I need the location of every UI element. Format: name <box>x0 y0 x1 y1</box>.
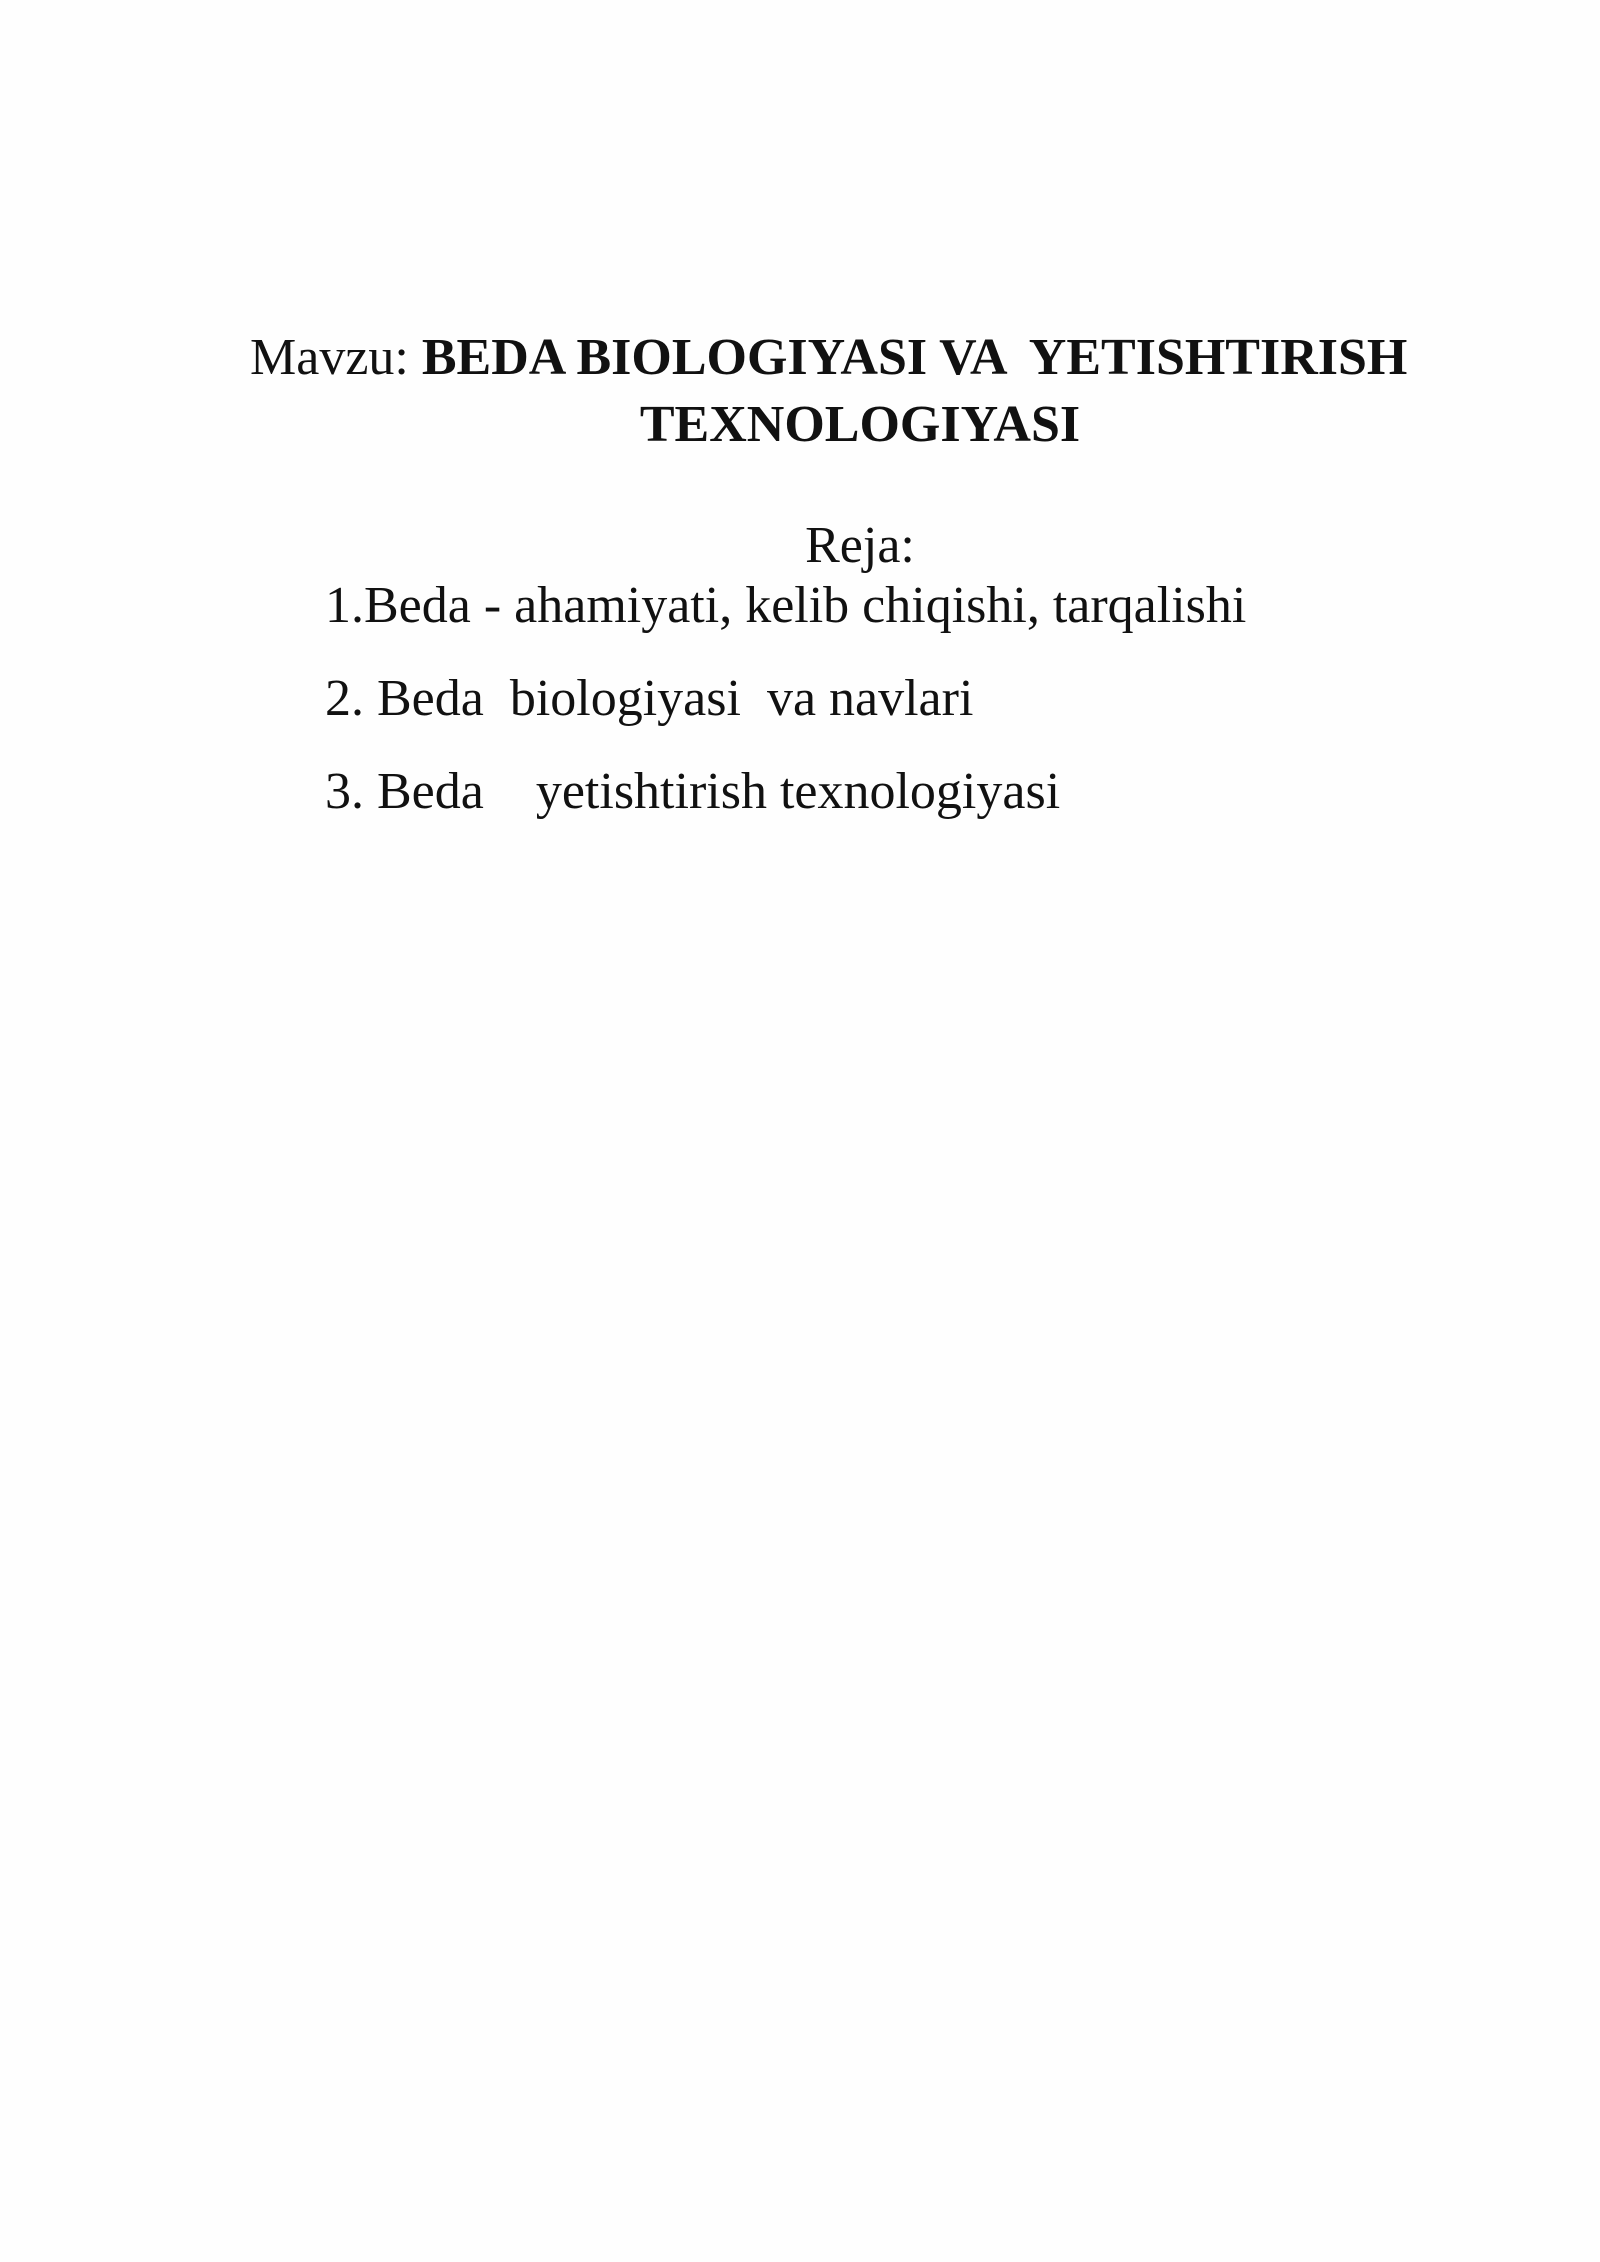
plan-item: 1.Beda - ahamiyati, kelib chiqishi, tarqalishi <box>325 577 1247 634</box>
topic-label: Mavzu: <box>250 329 422 386</box>
topic-title-continuation: TEXNOLOGIYASI <box>639 396 1081 453</box>
topic-title-bold: BEDA BIOLOGIYASI VA YETISHTIRISH <box>421 329 1408 386</box>
plan-item: 3. Beda yetishtirish texnologiyasi <box>325 763 1061 820</box>
plan-heading: Reja: <box>805 517 915 574</box>
topic-title-line <box>250 325 1407 391</box>
plan-item: 2. Beda biologiyasi va navlari <box>325 670 974 727</box>
